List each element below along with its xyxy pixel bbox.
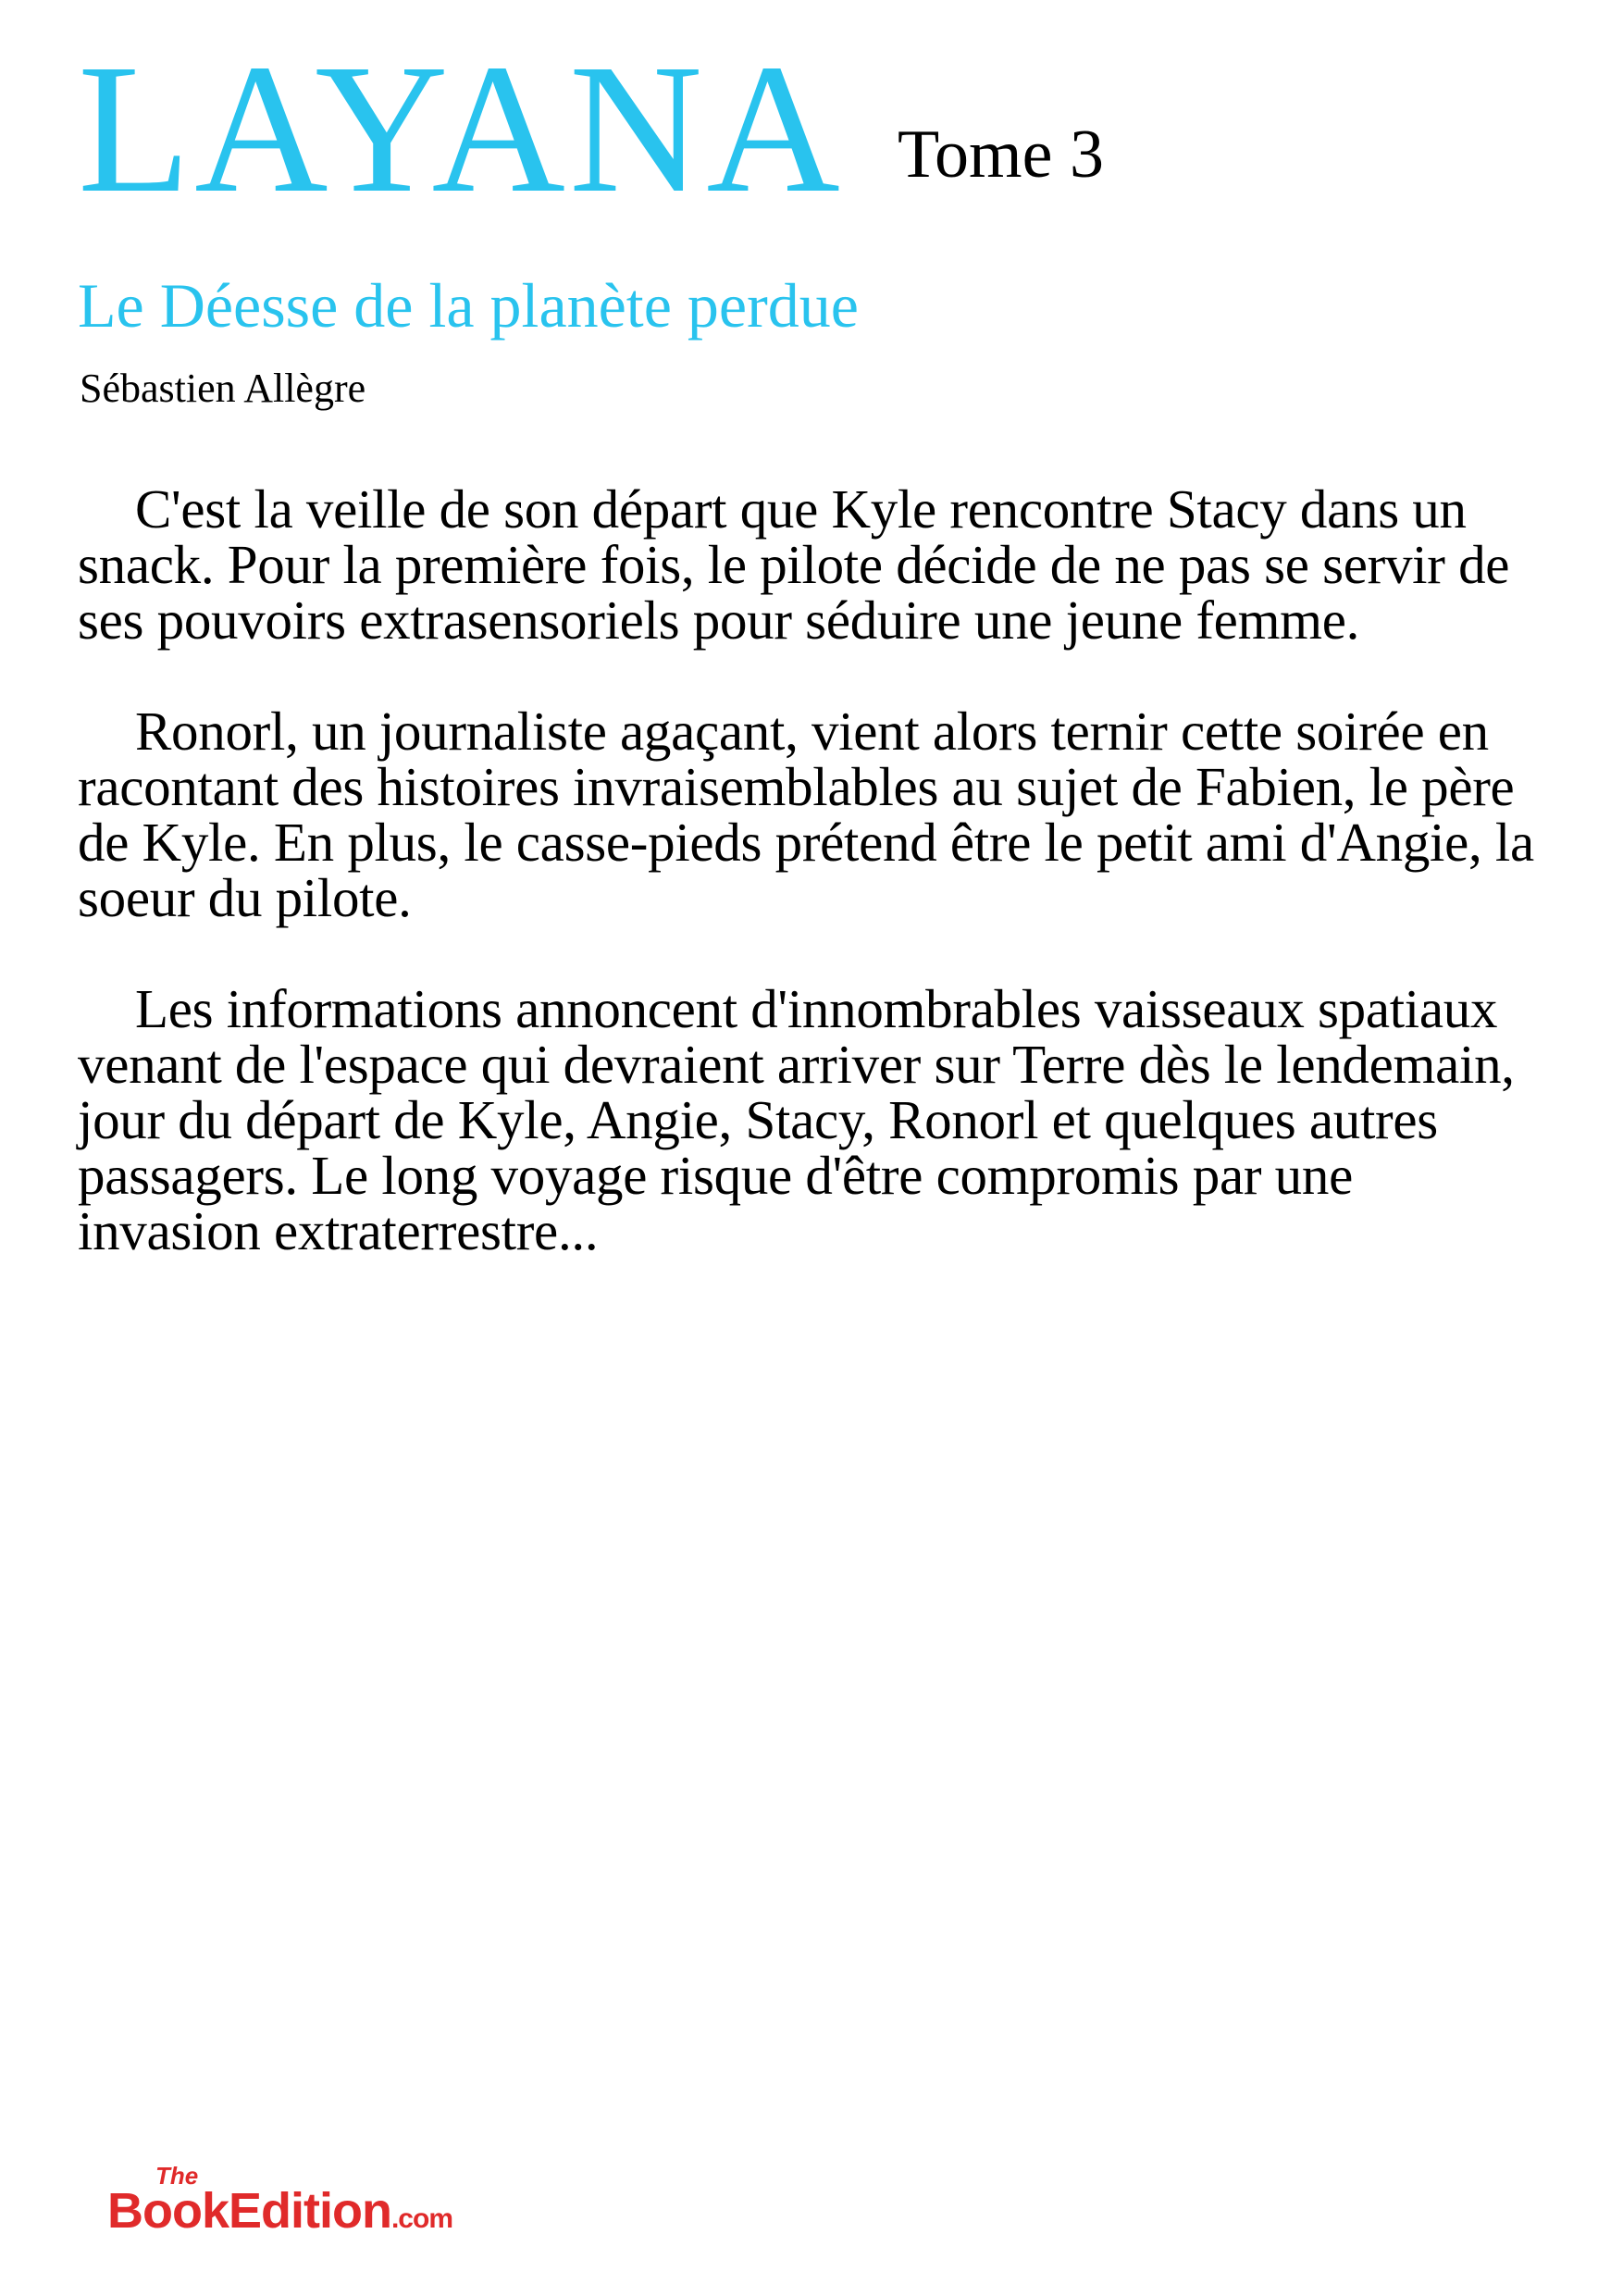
synopsis-paragraph: Ronorl, un journaliste agaçant, vient alors ternir cette soirée en racontant des histoires invraisemblables au sujet de Fabien, le père de Kyle. En plus, le casse-pieds prétend être le petit ami d'Angie, la soeur du pilote. — [78, 701, 1534, 928]
synopsis — [78, 478, 1540, 1314]
synopsis-paragraph: C'est la veille de son départ que Kyle rencontre Stacy dans un snack. Pour la première fois, le pilote décide de ne pas se servir de ses pouvoirs extrasensoriels pour séduire une jeune femme. — [78, 478, 1510, 651]
volume-label: Tome 3 — [898, 117, 1104, 192]
author-name: Sébastien Allègre — [80, 366, 366, 411]
logo-suffix-text: .com — [390, 2203, 452, 2234]
logo-main-text: BookEdition — [107, 2183, 391, 2239]
synopsis-paragraph: Les informations annoncent d'innombrables vaisseaux spatiaux venant de l'espace qui devraient arriver sur Terre dès le lendemain, jour du départ de Kyle, Angie, Stacy, Ronorl et quelques autres passagers. Le long voyage risque d'être compromis par une invasion extraterrestre... — [78, 978, 1515, 1261]
logo-wordmark — [107, 2182, 452, 2240]
series-title: LAYANA — [78, 27, 844, 231]
logo-the-text: The — [155, 2162, 199, 2190]
book-title: Le Déesse de la planète perdue — [78, 270, 859, 341]
publisher-logo — [107, 2162, 533, 2245]
